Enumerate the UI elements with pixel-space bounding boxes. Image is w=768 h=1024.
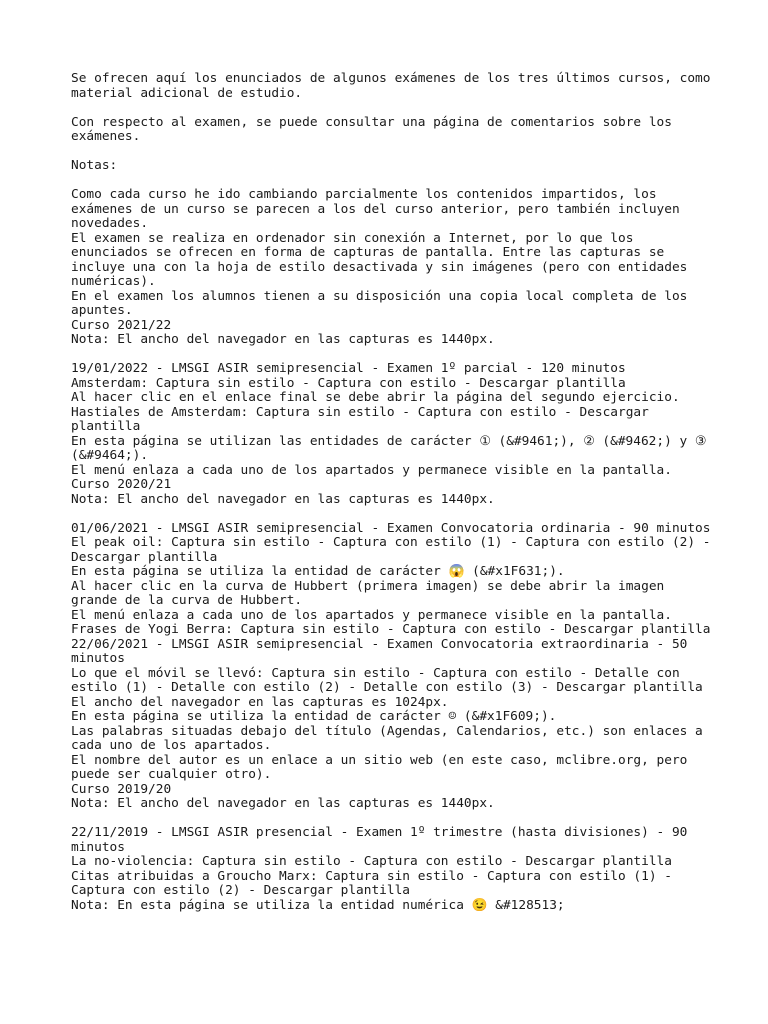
course-heading: Curso 2021/22 — [71, 317, 172, 333]
exam-exercise-links[interactable]: Citas atribuidas a Groucho Marx: Captura sin estilo - Captura con estilo (1) - — [71, 868, 672, 884]
comments-line: Con respecto al examen, se puede consultar una página de comentarios sobre los — [71, 114, 672, 130]
exam-heading: 22/06/2021 - LMSGI ASIR semipresencial - Examen Convocatoria extraordinaria - 50 — [71, 636, 688, 652]
exam-detail: El nombre del autor es un enlace a un sitio web (en este caso, mclibre.org, pero — [71, 752, 688, 768]
course-note: Nota: El ancho del navegador en las capturas es 1440px. — [71, 332, 495, 347]
exam-exercise-links[interactable]: Hastiales de Amsterdam: Captura sin estilo - Captura con estilo - Descargar — [71, 404, 649, 420]
course-2019-20-section — [71, 826, 701, 913]
course-2020-21-section — [71, 520, 711, 812]
exam-heading: 19/01/2022 - LMSGI ASIR semipresencial - Examen 1º parcial - 120 minutos — [71, 361, 626, 376]
exam-exercise-links[interactable]: Amsterdam: Captura sin estilo - Captura con estilo - Descargar plantilla — [71, 375, 626, 391]
exam-detail: puede ser cualquier otro). — [71, 767, 272, 782]
exam-heading: 22/11/2019 - LMSGI ASIR presencial - Examen 1º trimestre (hasta divisiones) - 90 — [71, 825, 688, 840]
exam-detail: Nota: En esta página se utiliza la entidad numérica 😉 &#128513; — [71, 897, 565, 913]
intro-line: material adicional de estudio. — [71, 85, 303, 101]
notes-line: exámenes de un curso se parecen a los del curso anterior, pero también incluyen — [71, 201, 680, 217]
exam-heading: 01/06/2021 - LMSGI ASIR semipresencial - Examen Convocatoria ordinaria - 90 minutos — [71, 520, 711, 536]
exam-detail: El menú enlaza a cada uno de los apartados y permanece visible en la pantalla. — [71, 607, 672, 623]
course-note: Nota: El ancho del navegador en las capturas es 1440px. — [71, 491, 495, 507]
exam-exercise-links[interactable]: plantilla — [71, 419, 141, 434]
exam-exercise-links[interactable]: Frases de Yogi Berra: Captura sin estilo - Captura con estilo - Descargar plantilla — [71, 622, 711, 637]
exam-exercise-links[interactable]: Captura con estilo (2) - Descargar plantilla — [71, 883, 410, 898]
notes-line: En el examen los alumnos tienen a su disposición una copia local completa de los — [71, 288, 688, 304]
exam-detail: grande de la curva de Hubbert. — [71, 593, 303, 608]
intro-paragraph — [71, 71, 711, 101]
course-2021-22-section — [71, 361, 707, 507]
notes-heading: Notas: — [71, 158, 118, 173]
exam-exercise-links[interactable]: Descargar plantilla — [71, 549, 218, 565]
document-body — [71, 71, 711, 913]
comments-paragraph — [71, 116, 701, 145]
exam-detail: En esta página se utiliza la entidad de carácter 😱 (&#x1F631;). — [71, 564, 565, 579]
notes-line: incluye una con la hoja de estilo desactivada y sin imágenes (pero con entidades — [71, 259, 688, 275]
exam-detail: cada uno de los apartados. — [71, 738, 272, 753]
course-heading: Curso 2019/20 — [71, 781, 172, 797]
exam-detail: El menú enlaza a cada uno de los apartados y permanece visible en la pantalla. — [71, 462, 672, 478]
exam-detail: El ancho del navegador en las capturas es 1024px. — [71, 694, 449, 710]
exam-detail: Las palabras situadas debajo del título (Agendas, Calendarios, etc.) son enlaces a — [71, 723, 703, 739]
exam-exercise-links[interactable]: El peak oil: Captura sin estilo - Captura con estilo (1) - Captura con estilo (2) - — [71, 535, 711, 550]
exam-detail: Al hacer clic en el enlace final se debe abrir la página del segundo ejercicio. — [71, 390, 680, 405]
exam-exercise-links[interactable]: estilo (1) - Detalle con estilo (2) - Detalle con estilo (3) - Descargar plantilla — [71, 680, 703, 695]
exam-heading: minutos — [71, 651, 125, 666]
exam-heading: minutos — [71, 839, 125, 855]
notes-section — [71, 188, 701, 348]
comments-line: exámenes. — [71, 129, 141, 144]
exam-detail: (&#9464;). — [71, 448, 149, 463]
course-note: Nota: El ancho del navegador en las capturas es 1440px. — [71, 796, 495, 811]
exam-exercise-links[interactable]: Lo que el móvil se llevó: Captura sin estilo - Captura con estilo - Detalle con — [71, 665, 680, 681]
exam-detail: En esta página se utilizan las entidades de carácter ① (&#9461;), ② (&#9462;) y ③ — [71, 433, 707, 449]
exam-exercise-links[interactable]: La no-violencia: Captura sin estilo - Captura con estilo - Descargar plantilla — [71, 854, 672, 869]
notes-line: apuntes. — [71, 303, 133, 318]
intro-line: Se ofrecen aquí los enunciados de algunos exámenes de los tres últimos cursos, como — [71, 71, 711, 86]
course-heading: Curso 2020/21 — [71, 477, 172, 492]
notes-line: numéricas). — [71, 274, 156, 289]
notes-line: El examen se realiza en ordenador sin conexión a Internet, por lo que los — [71, 230, 634, 246]
notes-line: Como cada curso he ido cambiando parcialmente los contenidos impartidos, los — [71, 187, 657, 202]
exam-detail: En esta página se utiliza la entidad de carácter ☺ (&#x1F609;). — [71, 709, 557, 724]
exam-detail: Al hacer clic en la curva de Hubbert (primera imagen) se debe abrir la imagen — [71, 578, 665, 594]
notes-line: enunciados se ofrecen en forma de capturas de pantalla. Entre las capturas se — [71, 245, 665, 260]
notes-line: novedades. — [71, 216, 149, 231]
